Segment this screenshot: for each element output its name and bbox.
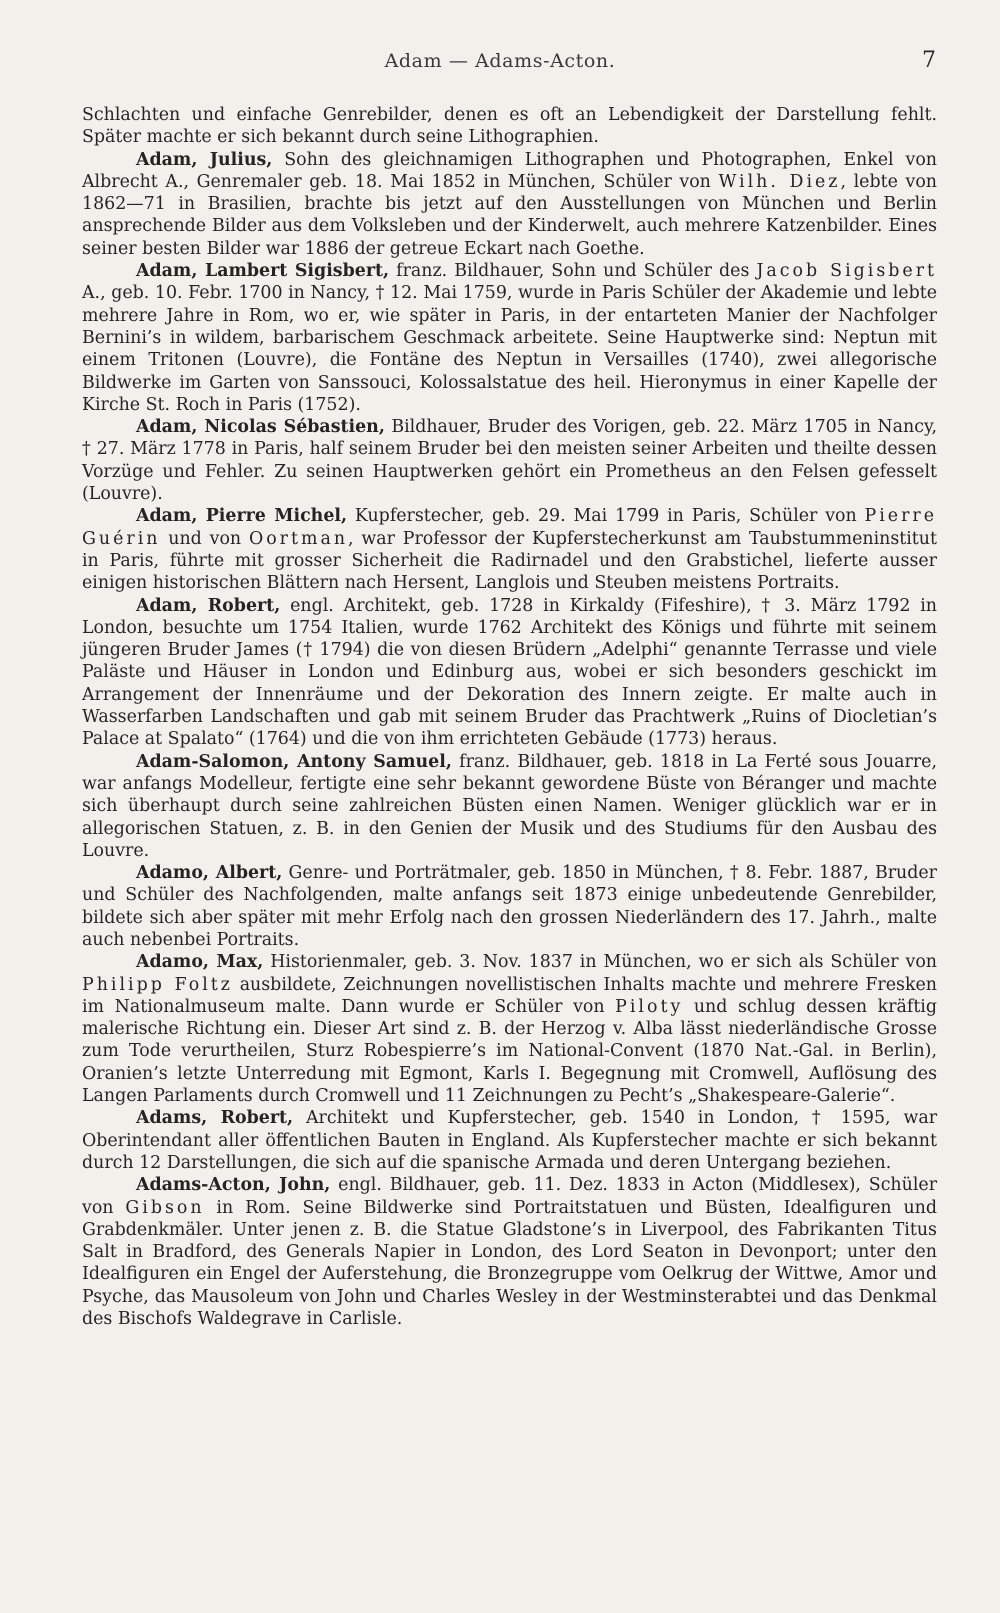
entry-text: Genre- und Porträtmaler, geb. 1850 in München, † 8. Febr. 1887, Bruder und Schüler des Nachfolgenden, malte anfangs seit 1873 einige unbedeutende Genrebilder, bildete sich aber später mit mehr Erfolg nach den grossen Niederländern des 17. Jahrh., malte auch nebenbei Portraits. — [82, 863, 937, 950]
entry-paragraph — [82, 416, 937, 505]
entry-headword: Adam, Pierre Michel, — [136, 506, 348, 527]
spaced-name: Wilh. Diez — [718, 171, 841, 192]
entry-text: franz. Bildhauer, geb. 1818 in La Ferté sous Jouarre, war anfangs Modelleur, fertigte eine sehr bekannt gewordene Büste von Béranger und machte sich überhaupt durch seine zahlreichen Büsten einen Namen. Weniger glücklich war er in allegorischen Statuen, z. B. in den Genien der Musik und des Studiums für den Ausbau des Louvre. — [82, 751, 937, 861]
entry-text: A., geb. 10. Febr. 1700 in Nancy, † 12. Mai 1759, wurde in Paris Schüler der Akademie und lebte mehrere Jahre in Rom, wo er, wie später in Paris, in der entarteten Manier der Nachfolger Bernini’s in wildem, barbarischem Geschmack arbeitete. Seine Hauptwerke sind: Neptun mit einem Tritonen (Louvre), die Fontäne des Neptun in Versailles (1740), zwei allegorische Bildwerke im Garten von Sanssouci, Kolossalstatue des heil. Hieronymus in einer Kapelle der Kirche St. Roch in Paris (1752). — [82, 283, 937, 415]
entry-paragraph — [82, 595, 937, 751]
entry-headword: Adamo, Max, — [136, 952, 264, 973]
spaced-name: Jacob Sigisbert — [756, 261, 938, 282]
entry-text: und von — [160, 528, 249, 549]
entry-text: Historienmaler, geb. 3. Nov. 1837 in München, wo er sich als Schüler von — [263, 952, 938, 973]
spaced-name: Pierre Guérin — [82, 506, 937, 549]
entry-paragraph — [82, 260, 937, 416]
entry-headword: Adamo, Albert, — [136, 863, 283, 884]
entry-paragraph — [82, 1107, 937, 1174]
entry-text: Architekt und Kupferstecher, geb. 1540 in London, † 1595, war Oberintendant aller öffentlichen Bauten in England. Als Kupferstecher machte er sich bekannt durch 12 Darstellungen, die sich auf die spanische Armada und deren Untergang beziehen. — [82, 1108, 938, 1173]
spaced-name: Gibson — [125, 1197, 205, 1218]
entry-text: , lebte von 1862—71 in Brasilien, brachte bis jetzt auf den Ausstellungen von München und Berlin ansprechende Bilder aus dem Volksleben und der Kinderwelt, auch mehrere Katzenbilder. Eines seiner besten Bilder war 1886 der getreue Eckart nach Goethe. — [82, 171, 937, 259]
entry-headword: Adam, Julius, — [136, 149, 273, 170]
entry-paragraph — [82, 751, 937, 862]
running-head: Adam — Adams-Acton. — [384, 50, 616, 72]
entry-text: ausbildete, Zeichnungen novellistischen Inhalts machte und mehrere Fresken im Nationalmuseum malte. Dann wurde er Schüler von — [82, 974, 937, 1017]
entry-text: Sohn des gleichnamigen Lithographen und Photographen, Enkel von Albrecht A., Genremaler geb. 18. Mai 1852 in München, Schüler von — [82, 149, 937, 192]
page-number: 7 — [922, 48, 936, 73]
entry-paragraph — [82, 862, 937, 951]
entry-headword: Adam-Salomon, Antony Samuel, — [136, 751, 452, 772]
spaced-name: Oortman — [248, 528, 349, 549]
entry-paragraph — [82, 149, 937, 260]
entry-headword: Adam, Lambert Sigisbert, — [136, 261, 390, 282]
entry-headword: Adam, Nicolas Sébastien, — [136, 417, 385, 438]
entry-text: , war Professor der Kupferstecherkunst am Taubstummeninstitut in Paris, führte mit grosser Sicherheit die Radirnadel und den Grabstichel, lieferte ausser einigen historischen Blättern nach Hersent, Langlois und Steuben meistens Portraits. — [82, 528, 937, 594]
entry-paragraph — [82, 1174, 937, 1330]
continuation-paragraph: Schlachten und einfache Genrebilder, denen es oft an Lebendigkeit der Darstellung fehlt. Später machte er sich bekannt durch seine Lithographien. — [82, 105, 937, 148]
entry-text: engl. Bildhauer, geb. 11. Dez. 1833 in Acton (Middlesex), Schüler von — [82, 1175, 938, 1218]
page-header — [0, 50, 1000, 80]
entry-headword: Adams, Robert, — [136, 1108, 294, 1129]
entry-text: in Rom. Seine Bildwerke sind Portraitstatuen und Büsten, Idealfiguren und Grabdenkmäler. Unter jenen z. B. die Statue Gladstone’s in Liverpool, des Fabrikanten Titus Salt in Bradford, des Generals Napier in London, des Lord Seaton in Devonport; unter den Idealfiguren ein Engel der Auferstehung, die Bronzegruppe vom Oelkrug der Wittwe, Amor und Psyche, das Mausoleum von John und Charles Wesley in der Westminsterabtei und das Denkmal des Bischofs Waldegrave in Carlisle. — [82, 1197, 937, 1330]
entry-text: engl. Architekt, geb. 1728 in Kirkaldy (Fifeshire), † 3. März 1792 in London, besuchte um 1754 Italien, wurde 1762 Architekt des Königs und führte mit seinem jüngeren Bruder James († 1794) die von diesen Brüdern „Adelphi“ genannte Terrasse und viele Paläste und Häuser in London und Edinburg aus, wobei er sich besonders geschickt im Arrangement der Innenräume und der Dekoration des Innern zeigte. Er malte auch in Wasserfarben Landschaften und gab mit seinem Bruder das Prachtwerk „Ruins of Diocletian’s Palace at Spalato“ (1764) und die von ihm errichteten Gebäude (1773) heraus. — [82, 595, 937, 750]
entry-text: Kupferstecher, geb. 29. Mai 1799 in Paris, Schüler von — [347, 506, 865, 527]
entry-text: franz. Bildhauer, Sohn und Schüler des — [389, 261, 757, 282]
entry-headword: Adams-Acton, John, — [136, 1175, 331, 1196]
entry-headword: Adam, Robert, — [136, 595, 281, 616]
page-body — [82, 104, 937, 1330]
entry-text: und schlug dessen kräftig malerische Richtung ein. Dieser Art sind z. B. der Herzog v. Alba lässt niederländische Grosse zum Tode verurtheilen, Sturz Robespierre’s im National-Convent (1870 Nat.-Gal. in Berlin), Oranien’s letzte Unterredung mit Egmont, Karls I. Begegnung mit Cromwell, Auflösung des Langen Parlaments durch Cromwell und 11 Zeichnungen zu Pecht’s „Shakespeare-Galerie“. — [82, 996, 937, 1107]
spaced-name: Piloty — [615, 996, 684, 1017]
entry-paragraph — [82, 951, 937, 1107]
spaced-name: Philipp Foltz — [82, 974, 233, 995]
entry-text: Bildhauer, Bruder des Vorigen, geb. 22. März 1705 in Nancy, † 27. März 1778 in Paris, half seinem Bruder bei den meisten seiner Arbeiten und theilte dessen Vorzüge und Fehler. Zu seinen Hauptwerken gehört ein Prometheus an den Felsen gefesselt (Louvre). — [82, 417, 937, 505]
entry-paragraph — [82, 505, 937, 594]
